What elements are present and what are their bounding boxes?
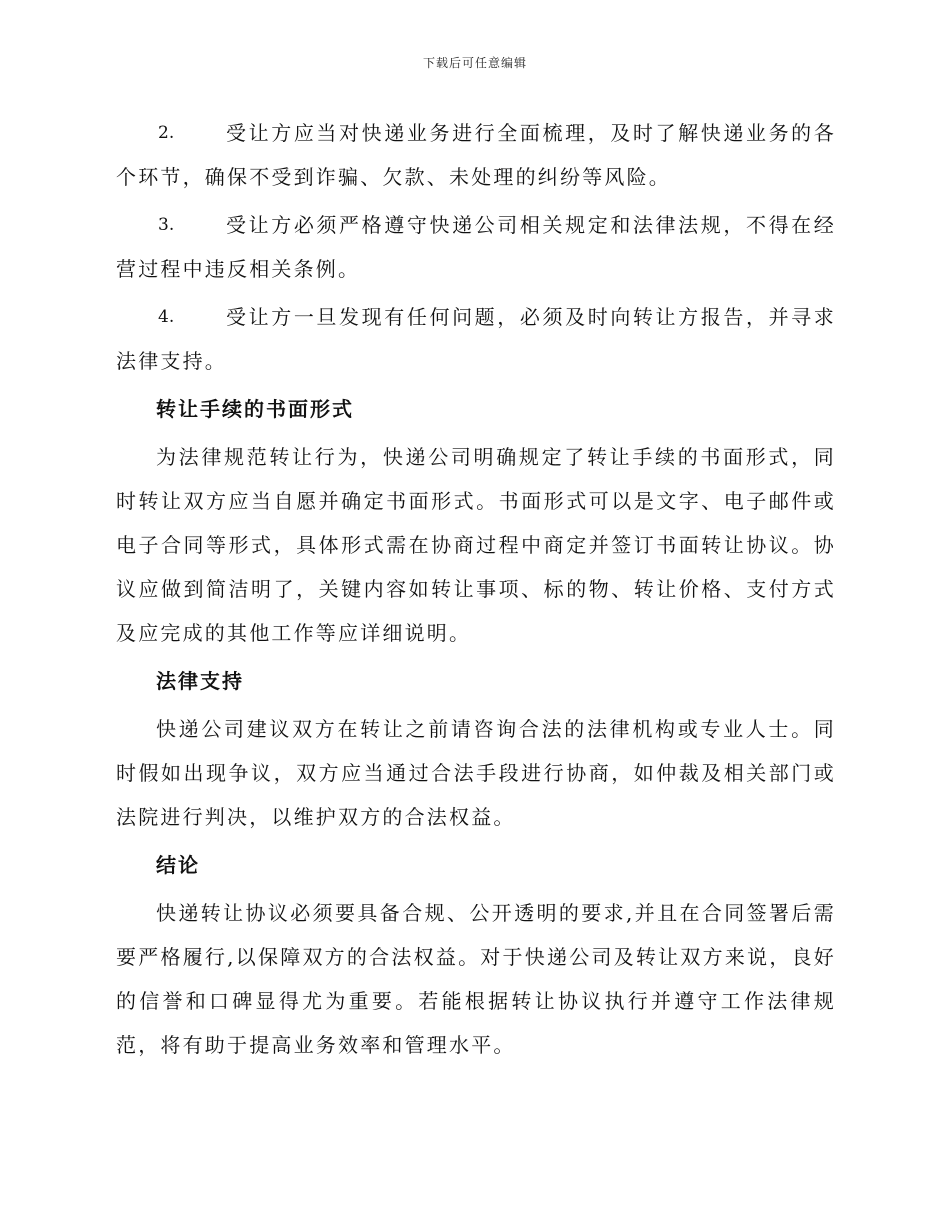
section-heading-legal-support: 法律支持 xyxy=(156,669,244,693)
list-item-text: 受让方必须严格遵守快递公司相关规定和法律法规，不得在经营过程中违反相关条例。 xyxy=(116,213,836,281)
list-item xyxy=(116,203,836,291)
list-item-number: 3. xyxy=(158,215,175,235)
list-item xyxy=(116,111,836,199)
list-item-text: 受让方一旦发现有任何问题，必须及时向转让方报告，并寻求法律支持。 xyxy=(116,305,836,373)
document-body xyxy=(116,111,836,1071)
section-heading-conclusion: 结论 xyxy=(156,853,200,877)
list-item-text: 受让方应当对快递业务进行全面梳理，及时了解快递业务的各个环节，确保不受到诈骗、欠款、未处理的纠纷等风险。 xyxy=(116,121,836,189)
section-heading-written-form: 转让手续的书面形式 xyxy=(156,397,354,421)
list-item-number: 4. xyxy=(158,307,175,327)
section-paragraph-legal-support: 快递公司建议双方在转让之前请咨询合法的法律机构或专业人士。同时假如出现争议，双方应当通过合法手段进行协商，如仲裁及相关部门或法院进行判决，以维护双方的合法权益。 xyxy=(116,717,836,829)
list-item-number: 2. xyxy=(158,123,175,143)
header-note: 下载后可任意编辑 xyxy=(422,56,527,70)
section-paragraph-written-form: 为法律规范转让行为，快递公司明确规定了转让手续的书面形式，同时转让双方应当自愿并确定书面形式。书面形式可以是文字、电子邮件或电子合同等形式，具体形式需在协商过程中商定并签订书面转让协议。协议应做到简洁明了，关键内容如转让事项、标的物、转让价格、支付方式及应完成的其他工作等应详细说明。 xyxy=(116,445,836,645)
list-item xyxy=(116,295,836,383)
section-paragraph-conclusion: 快递转让协议必须要具备合规、公开透明的要求,并且在合同签署后需要严格履行,以保障双方的合法权益。对于快递公司及转让双方来说，良好的信誉和口碑显得尤为重要。若能根据转让协议执行并遵守工作法律规范，将有助于提高业务效率和管理水平。 xyxy=(116,901,836,1057)
